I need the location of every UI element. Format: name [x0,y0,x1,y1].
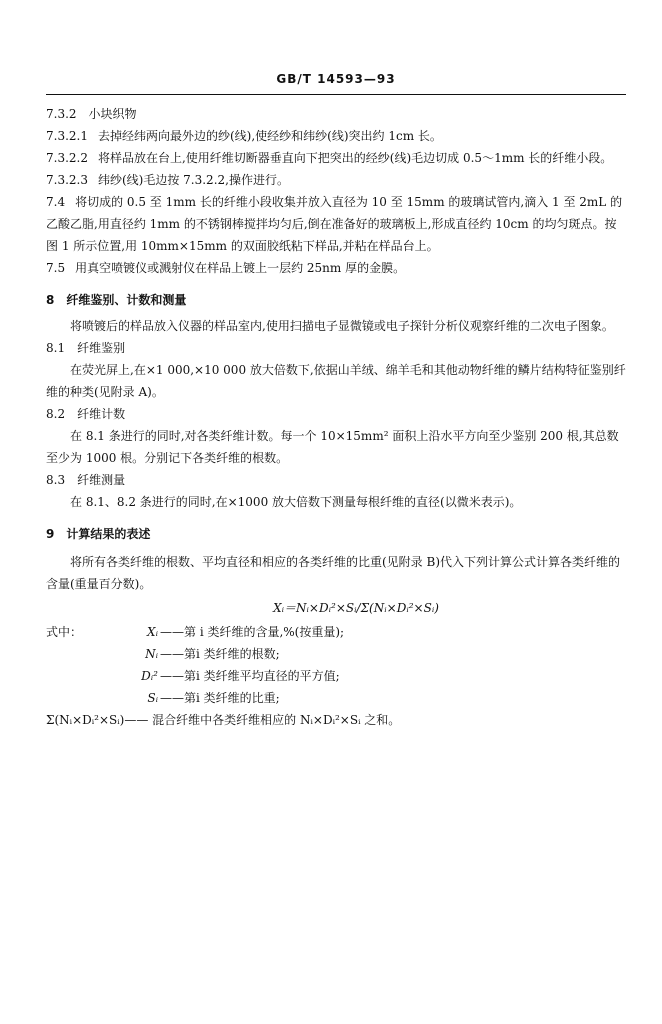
clause-8-2-heading [46,403,626,425]
where-symbol: Nᵢ [145,647,158,661]
clause-8-3-text: 在 8.1、8.2 条进行的同时,在×1000 放大倍数下测量每根纤维的直径(以微米表示)。 [70,495,522,509]
clause-number: 8.2 [46,407,66,421]
where-label: 式中： [46,625,83,639]
where-symbol: Xᵢ [147,625,158,639]
section-title: 纤维鉴别、计数和测量 [66,293,187,307]
section-8-heading [46,289,626,311]
clause-title: 纤维鉴别 [77,341,126,355]
clause-number: 7.3.2.1 [46,129,88,143]
section-9-heading [46,523,626,545]
clause-text: 将切成的 0.5 至 1mm 长的纤维小段收集并放入直径为 10 至 15mm 的玻璃试管内,滴入 1 至 2mL 的乙酸乙脂,用直径约 1mm 的不锈钢棒搅拌均匀后,倒在准备好的玻璃板上,形成直径约 10cm 的均匀斑点。按图 1 所示位置,用 10mm×15mm 的双面胶纸粘下样品,并粘在样品台上。 [46,195,623,253]
clause-text: 去掉经纬两向最外边的纱(线),使经纱和纬纱(线)突出约 1cm 长。 [97,129,442,143]
where-description: ——第i 类纤维的根数; [160,647,280,661]
clause-8-2-text: 在 8.1 条进行的同时,对各类纤维计数。每一个 10×15mm² 面积上沿水平方向至少鉴别 200 根,其总数至少为 1000 根。分别记下各类纤维的根数。 [46,429,619,465]
where-description: ——第i 类纤维平均直径的平方值; [160,669,340,683]
clause-7-5 [46,257,626,279]
section-number: 8 [46,293,55,307]
clause-text: 将样品放在台上,使用纤维切断器垂直向下把突出的经纱(线)毛边切成 0.5～1mm 长的纤维小段。 [97,151,613,165]
where-row-3 [46,687,626,709]
clause-number: 7.3.2.3 [46,173,88,187]
clause-title: 纤维测量 [77,473,126,487]
clause-8-1-heading [46,337,626,359]
clause-7-3-2-3 [46,169,626,191]
clause-7-3-2 [46,103,626,125]
section-9-text: 将所有各类纤维的根数、平均直径和相应的各类纤维的比重(见附录 B)代入下列计算公式计算各类纤维的含量(重量百分数)。 [46,555,621,591]
clause-number: 7.5 [46,261,66,275]
clause-number: 8.1 [46,341,66,355]
clause-text: 纬纱(线)毛边按 7.3.2.2,操作进行。 [97,173,289,187]
clause-number: 7.3.2 [46,107,77,121]
clause-number: 7.4 [46,195,66,209]
document-page [46,70,626,731]
where-description: ——第i 类纤维的比重; [160,691,280,705]
where-symbol: Dᵢ² [141,669,158,683]
where-row-1 [46,643,626,665]
clause-7-4 [46,191,626,257]
header-rule [46,94,626,95]
where-row-2 [46,665,626,687]
where-row-0 [46,621,626,643]
section-title: 计算结果的表述 [66,527,151,541]
clause-text: 用真空喷镀仪或溅射仪在样品上镀上一层约 25nm 厚的金膜。 [75,261,406,275]
where-symbol: Sᵢ [147,691,158,705]
clause-8-1-text: 在荧光屏上,在×1 000,×10 000 放大倍数下,依据山羊绒、绵羊毛和其他动物纤维的鳞片结构特征鉴别纤维的种类(见附录 A)。 [46,363,626,399]
clause-title: 纤维计数 [77,407,126,421]
section-8-text: 将喷镀后的样品放入仪器的样品室内,使用扫描电子显微镜或电子探针分析仪观察纤维的二次电子图象。 [70,319,614,333]
section-number: 9 [46,527,55,541]
clause-title: 小块织物 [88,107,137,121]
clause-number: 7.3.2.2 [46,151,88,165]
content-formula: Xᵢ＝Nᵢ×Dᵢ²×Sᵢ/Σ(Nᵢ×Dᵢ²×Sᵢ) [273,601,439,615]
clause-number: 8.3 [46,473,66,487]
clause-7-3-2-2 [46,147,626,169]
where-description: ——第 i 类纤维的含量,%(按重量); [160,625,345,639]
clause-7-3-2-1 [46,125,626,147]
clause-8-3-heading [46,469,626,491]
standard-code-header: GB/T 14593—93 [276,72,396,86]
sum-definition: Σ(Nᵢ×Dᵢ²×Sᵢ)—— 混合纤维中各类纤维相应的 Nᵢ×Dᵢ²×Sᵢ 之和。 [46,713,401,727]
